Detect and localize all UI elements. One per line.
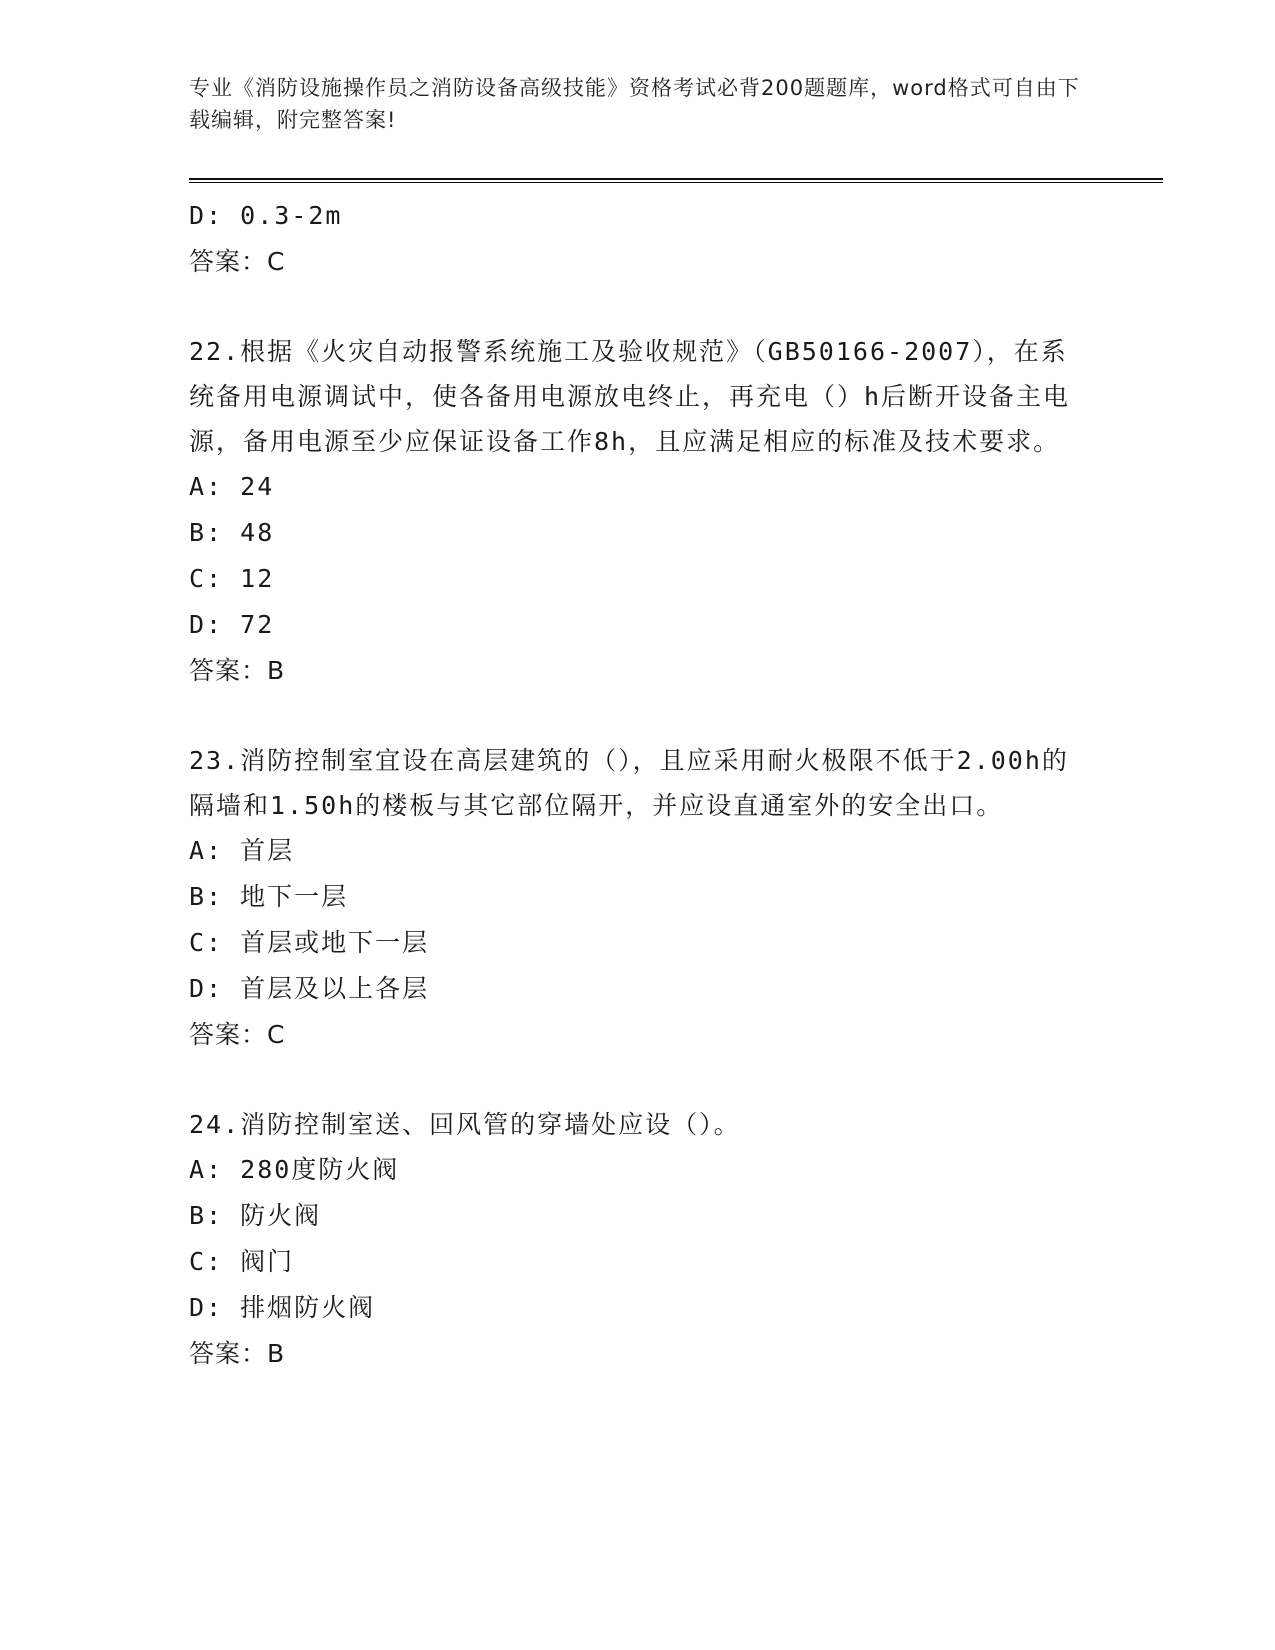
answer-line: 答案：B: [189, 1339, 286, 1368]
question-text: 22.根据《火灾自动报警系统施工及验收规范》（GB50166-2007），在系统备用电源调试中，使各备用电源放电终止，再充电（）h后断开设备主电源，备用电源至少应保证设备工作8h，且应满足相应的标准及技术要求。: [189, 337, 1071, 456]
answer-line: 答案：B: [189, 656, 286, 685]
option-b: B: 48: [189, 518, 275, 547]
question-text: 24.消防控制室送、回风管的穿墙处应设（）。: [189, 1110, 741, 1139]
question-22: [189, 329, 1089, 694]
page-header: 专业《消防设施操作员之消防设备高级技能》资格考试必背200题题库，word格式可自由下载编辑，附完整答案!: [189, 76, 1080, 132]
option-a: A: 280度防火阀: [189, 1155, 400, 1184]
option-a: A: 首层: [189, 836, 295, 865]
previous-question-tail: [189, 193, 1089, 285]
answer-line: 答案：C: [189, 1020, 286, 1049]
document-body: [189, 193, 1089, 1377]
option-c: C: 12: [189, 564, 275, 593]
option-b: B: 地下一层: [189, 882, 349, 911]
option-b: B: 防火阀: [189, 1201, 322, 1230]
header-divider: [189, 178, 1163, 183]
question-text: 23.消防控制室宜设在高层建筑的（），且应采用耐火极限不低于2.00h的隔墙和1.50h的楼板与其它部位隔开，并应设直通室外的安全出口。: [189, 746, 1069, 820]
option-d: D: 排烟防火阀: [189, 1293, 376, 1322]
question-23: [189, 738, 1089, 1058]
option-d: D: 0.3-2m: [189, 201, 343, 230]
question-24: [189, 1102, 1089, 1377]
option-a: A: 24: [189, 472, 275, 501]
option-c: C: 首层或地下一层: [189, 928, 430, 957]
answer-line: 答案：C: [189, 247, 286, 276]
option-d: D: 72: [189, 610, 275, 639]
option-d: D: 首层及以上各层: [189, 974, 430, 1003]
option-c: C: 阀门: [189, 1247, 295, 1276]
